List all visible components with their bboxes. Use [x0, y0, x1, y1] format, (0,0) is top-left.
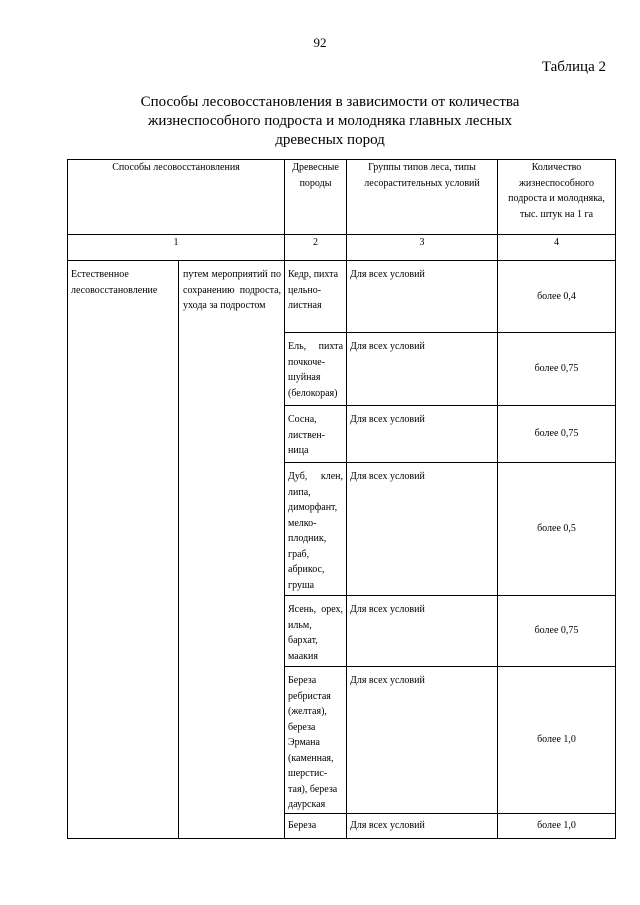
conditions-cell: Для всех условий — [347, 596, 498, 667]
species-cell: Береза ребристая (желтая), береза Эрмана (каменная, шерстис-тая), береза даурская — [285, 667, 347, 814]
conditions-cell: Для всех условий — [347, 813, 498, 838]
header-quantity: Количество жизнеспособного подроста и молодняка, тыс. штук на 1 га — [498, 160, 616, 235]
header-species: Древесные породы — [285, 160, 347, 235]
page-number: 92 — [313, 35, 327, 50]
column-number: 2 — [285, 235, 347, 261]
species-cell: Ель, пихта почкоче-шуйная (белокорая) — [285, 333, 347, 406]
quantity-cell: более 1,0 — [498, 813, 616, 838]
header-conditions: Группы типов леса, типы лесорастительных условий — [347, 160, 498, 235]
species-cell: Береза — [285, 813, 347, 838]
sub-method-cell: путем мероприятий по сохранению подроста, ухода за подростом — [179, 261, 285, 839]
quantity-cell: более 1,0 — [498, 667, 616, 814]
species-cell: Дуб, клен, липа, диморфант, мелко-плодник, граб, абрикос, груша — [285, 463, 347, 596]
quantity-cell: более 0,75 — [498, 596, 616, 667]
conditions-cell: Для всех условий — [347, 667, 498, 814]
methods-table — [67, 159, 616, 839]
table-label: Таблица 2 — [541, 59, 606, 75]
column-number: 3 — [347, 235, 498, 261]
quantity-cell: более 0,75 — [498, 406, 616, 463]
column-number: 4 — [498, 235, 616, 261]
header-methods: Способы лесовосстановления — [68, 160, 285, 235]
conditions-cell: Для всех условий — [347, 463, 498, 596]
quantity-cell: более 0,75 — [498, 333, 616, 406]
method-cell: Естественное лесовосстановление — [68, 261, 179, 839]
column-number: 1 — [68, 235, 285, 261]
species-cell: Сосна, листвен-ница — [285, 406, 347, 463]
conditions-cell: Для всех условий — [347, 406, 498, 463]
document-title: Способы лесовосстановления в зависимости от количества жизнеспособного подроста и молодняка главных лесных древесных пород — [140, 94, 520, 148]
quantity-cell: более 0,5 — [498, 463, 616, 596]
species-cell: Ясень, орех, ильм, бархат, маакия — [285, 596, 347, 667]
table-row — [68, 261, 616, 333]
conditions-cell: Для всех условий — [347, 333, 498, 406]
table-header-row — [68, 160, 616, 235]
species-cell: Кедр, пихта цельно-листная — [285, 261, 347, 333]
conditions-cell: Для всех условий — [347, 261, 498, 333]
quantity-cell: более 0,4 — [498, 261, 616, 333]
column-number-row — [68, 235, 616, 261]
